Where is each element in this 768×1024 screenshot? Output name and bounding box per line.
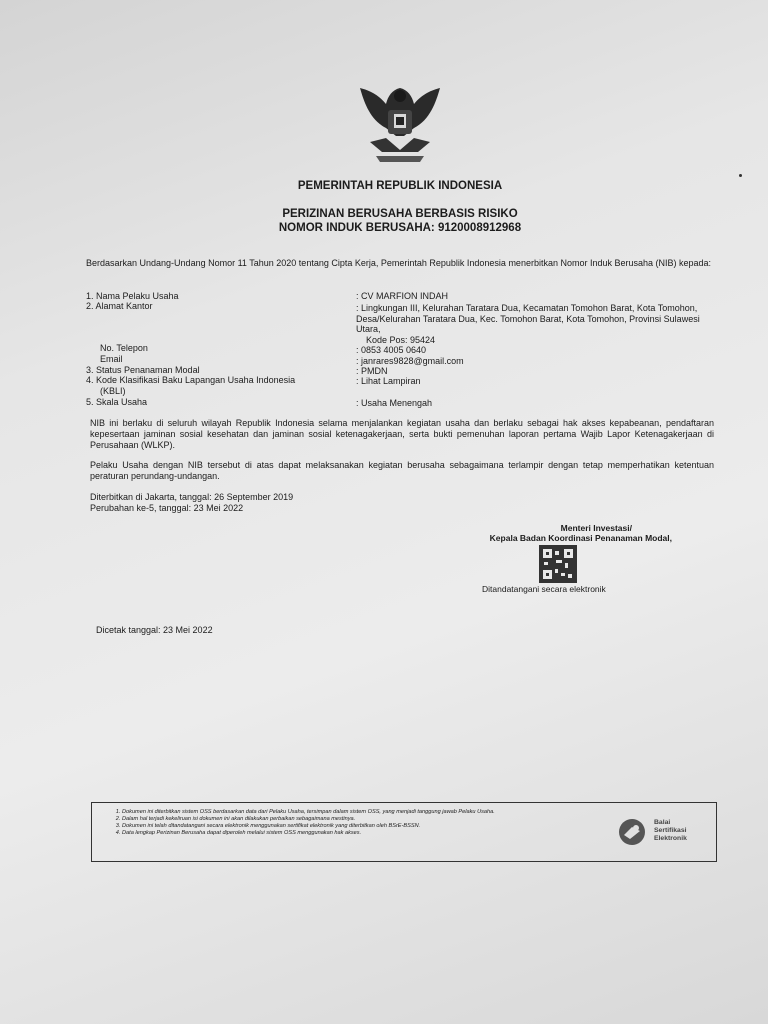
- footer-note: 4. Data lengkap Perizinan Berusaha dapat diperoleh melalui sistem OSS menggunakan hak akses.: [122, 830, 632, 837]
- nama-label: 1. Nama Pelaku Usaha: [86, 291, 179, 301]
- bsre-line2: Sertifikasi: [654, 826, 687, 834]
- paper-speck: [739, 174, 742, 177]
- bsre-logo: [616, 817, 708, 847]
- alamat-value: : Lingkungan III, Kelurahan Taratara Dua, Kecamatan Tomohon Barat, Kota Tomohon, Desa/Kelurahan Taratara Dua, Kec. Tomohon Barat, Kota Tomohon, Provinsi Sulawesi Utara,: [356, 303, 700, 334]
- telepon-label: No. Telepon: [100, 343, 148, 353]
- garuda-pancasila-emblem-icon: [356, 80, 444, 166]
- electronic-signature-note: Ditandatangani secara elektronik: [482, 584, 606, 594]
- footer-note: 2. Dalam hal terjadi kekeliruan isi dokumen ini akan dilakukan perbaikan sebagaimana mestinya.: [122, 816, 632, 823]
- bsre-line1: Balai: [654, 819, 671, 826]
- email-label: Email: [100, 354, 123, 364]
- obligation-paragraph: Pelaku Usaha dengan NIB tersebut di atas dapat melaksanakan kegiatan berusaha sebagaimana terlampir dengan tetap memperhatikan ketentuan peraturan perundang-undangan.: [90, 460, 714, 481]
- bsre-logo-text: [654, 819, 687, 842]
- bsre-logo-icon: [616, 817, 650, 847]
- footer-notes-box: [91, 802, 717, 862]
- intro-paragraph: Berdasarkan Undang-Undang Nomor 11 Tahun 2020 tentang Cipta Kerja, Pemerintah Republik Indonesia menerbitkan Nomor Induk Berusaha (NIB) kepada:: [86, 258, 712, 268]
- qr-code-icon: [539, 545, 577, 583]
- kbli-label-cont: (KBLI): [100, 386, 126, 396]
- skala-label: 5. Skala Usaha: [86, 397, 148, 407]
- kbli-value: : Lihat Lampiran: [356, 376, 421, 386]
- validity-paragraph: NIB ini berlaku di seluruh wilayah Republik Indonesia selama menjalankan kegiatan usaha dan berlaku sebagai hak akses kepabeanan, pendaftaran kepesertaan jaminan sosial kesehatan dan jaminan sosial ketenagakerjaan, serta bukti pemenuhan laporan pertama Wajib Lapor Ketenagakerjaan di Perusahaan (WLKP).: [90, 418, 714, 450]
- kbli-label: 4. Kode Klasifikasi Baku Lapangan Usaha Indonesia: [86, 375, 296, 385]
- alamat-label: 2. Alamat Kantor: [86, 301, 153, 311]
- issued-date: Diterbitkan di Jakarta, tanggal: 26 September 2019: [90, 492, 294, 502]
- email-value: : janrares9828@gmail.com: [356, 356, 464, 366]
- signatory-title: Menteri Investasi/: [560, 523, 632, 533]
- modal-value: : PMDN: [356, 366, 388, 376]
- footer-note: 3. Dokumen ini telah ditandatangani secara elektronik menggunakan sertifikat elektronik yang diterbitkan oleh BSrE-BSSN.: [122, 823, 632, 830]
- document-title: PERIZINAN BERUSAHA BERBASIS RISIKO: [282, 208, 518, 220]
- signatory-office: Kepala Badan Koordinasi Penanaman Modal,: [489, 533, 672, 543]
- bsre-line3: Elektronik: [654, 834, 687, 842]
- skala-value: : Usaha Menengah: [356, 398, 433, 408]
- nib-number-title: NOMOR INDUK BERUSAHA: 9120008912968: [278, 222, 522, 234]
- revision-date: Perubahan ke-5, tanggal: 23 Mei 2022: [90, 503, 244, 513]
- modal-label: 3. Status Penanaman Modal: [86, 365, 200, 375]
- footer-note: 1. Dokumen ini diterbitkan sistem OSS berdasarkan data dari Pelaku Usaha, tersimpan dalam sistem OSS, yang menjadi tanggung jawab Pelaku Usaha.: [122, 809, 632, 816]
- printed-date: Dicetak tanggal: 23 Mei 2022: [96, 625, 213, 635]
- nama-value: : CV MARFION INDAH: [356, 291, 449, 301]
- kodepos-value: Kode Pos: 95424: [366, 335, 436, 345]
- footer-notes-list: [98, 809, 632, 837]
- government-heading: PEMERINTAH REPUBLIK INDONESIA: [297, 180, 503, 192]
- telepon-value: : 0853 4005 0640: [356, 345, 427, 355]
